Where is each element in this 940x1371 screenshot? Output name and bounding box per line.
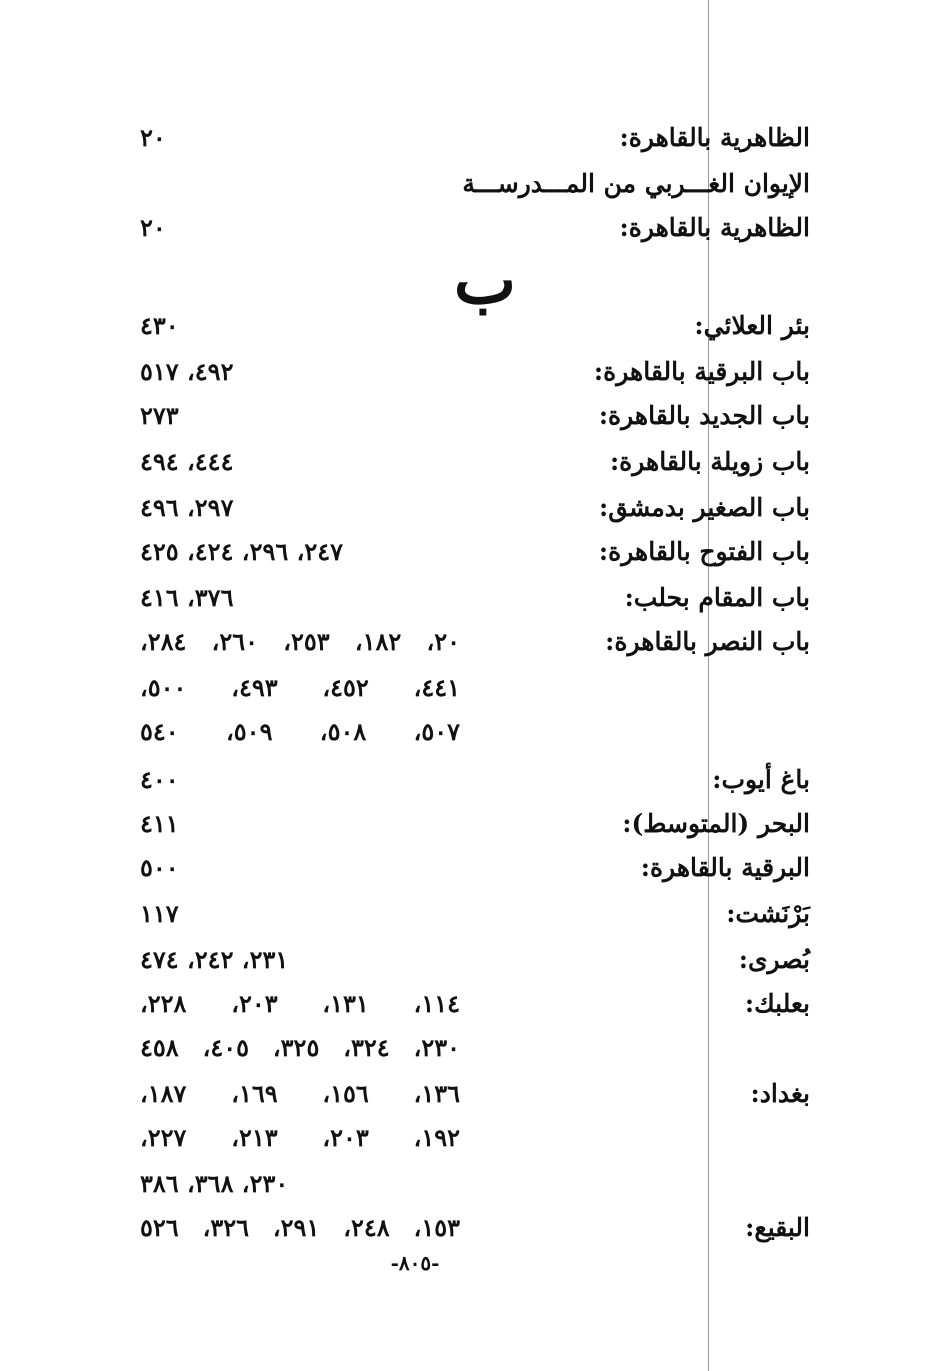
entry-name: بعلبك: [744,989,810,1018]
index-entry [140,804,810,848]
index-entry-continuation [140,1118,810,1162]
entry-pages: ٤٣٠ [140,311,179,340]
index-entry [140,532,810,576]
index-entry-continuation [140,1028,810,1072]
index-entry [140,442,810,486]
index-entry [140,164,810,208]
index-entry [140,352,810,396]
index-entry [140,1208,810,1252]
index-entry [140,306,810,350]
entry-name: البرقية بالقاهرة: [640,853,810,882]
entry-pages: ٤١١ [140,809,179,838]
entry-name: باب الجديد بالقاهرة: [598,401,810,430]
entry-name: بئر العلائي: [694,311,810,340]
index-entry [140,578,810,622]
entry-name: باب الفتوح بالقاهرة: [598,537,810,566]
index-entry [140,760,810,804]
entry-name: الإيوان الغـــربي من المـــدرســـة [462,169,810,198]
index-entry [140,848,810,892]
index-entry-continuation [140,668,810,712]
entry-pages: ٤٤٤، ٤٩٤ [140,447,234,476]
entry-pages: ٣٧٦، ٤١٦ [140,583,234,612]
entry-name: البقيع: [745,1213,810,1242]
entry-name: الظاهرية بالقاهرة: [619,213,810,242]
entry-pages: ٢٣٠، ٣٢٤، ٣٢٥، ٤٠٥، ٤٥٨ [140,1033,460,1062]
page-number: -٨٠٥- [390,1251,440,1275]
entry-pages: ٤٤١، ٤٥٢، ٤٩٣، ٥٠٠، [140,673,460,702]
entry-pages: ١٣٦، ١٥٦، ١٦٩، ١٨٧، [140,1079,460,1108]
section-letter: ب [453,241,517,319]
entry-name: باب الصغير بدمشق: [598,493,810,522]
entry-pages: ١٩٢، ٢٠٣، ٢١٣، ٢٢٧، [140,1123,460,1152]
entry-pages: ٤٠٠ [140,765,179,794]
entry-pages: ٢٩٧، ٤٩٦ [140,493,234,522]
entry-pages: ٤٩٢، ٥١٧ [140,357,234,386]
entry-name: باب النصر بالقاهرة: [605,627,810,656]
entry-name: بغداد: [750,1079,810,1108]
entry-pages: ٥٠٧، ٥٠٨، ٥٠٩، ٥٤٠ [140,717,461,746]
index-entry-continuation [140,1164,810,1208]
entry-pages: ١٥٣، ٢٤٨، ٢٩١، ٣٢٦، ٥٢٦ [140,1213,460,1242]
entry-pages: ٢٠، ١٨٢، ٢٥٣، ٢٦٠، ٢٨٤، [140,627,460,656]
index-entry [140,894,810,938]
entry-name: البحر (المتوسط): [622,809,810,838]
index-entry-continuation [140,712,810,756]
index-entry [140,1074,810,1118]
index-entry [140,118,810,162]
entry-pages: ١١٤، ١٣١، ٢٠٣، ٢٢٨، [140,989,460,1018]
entry-pages: ٢٠ [140,213,166,242]
entry-pages: ٢٠ [140,123,166,152]
entry-name: باب زويلة بالقاهرة: [609,447,810,476]
entry-name: الظاهرية بالقاهرة: [619,123,810,152]
index-entry [140,984,810,1028]
entry-pages: ٥٠٠ [140,853,179,882]
entry-pages: ٢٤٧، ٢٩٦، ٤٢٤، ٤٢٥ [140,537,344,566]
entry-pages: ٢٧٣ [140,401,179,430]
entry-name: بَرْنَشت: [726,899,810,928]
entry-pages: ١١٧ [140,899,179,928]
index-entry [140,622,810,666]
entry-name: باب المقام بحلب: [624,583,810,612]
entry-name: باغ أيوب: [712,765,810,794]
index-entry [140,940,810,984]
index-entry [140,396,810,440]
entry-pages: ٢٣٠، ٣٦٨، ٣٨٦ [140,1169,289,1198]
index-entry [140,488,810,532]
entry-name: بُصرى: [738,945,810,974]
entry-name: باب البرقية بالقاهرة: [593,357,810,386]
entry-pages: ٢٣١، ٢٤٢، ٤٧٤ [140,945,289,974]
